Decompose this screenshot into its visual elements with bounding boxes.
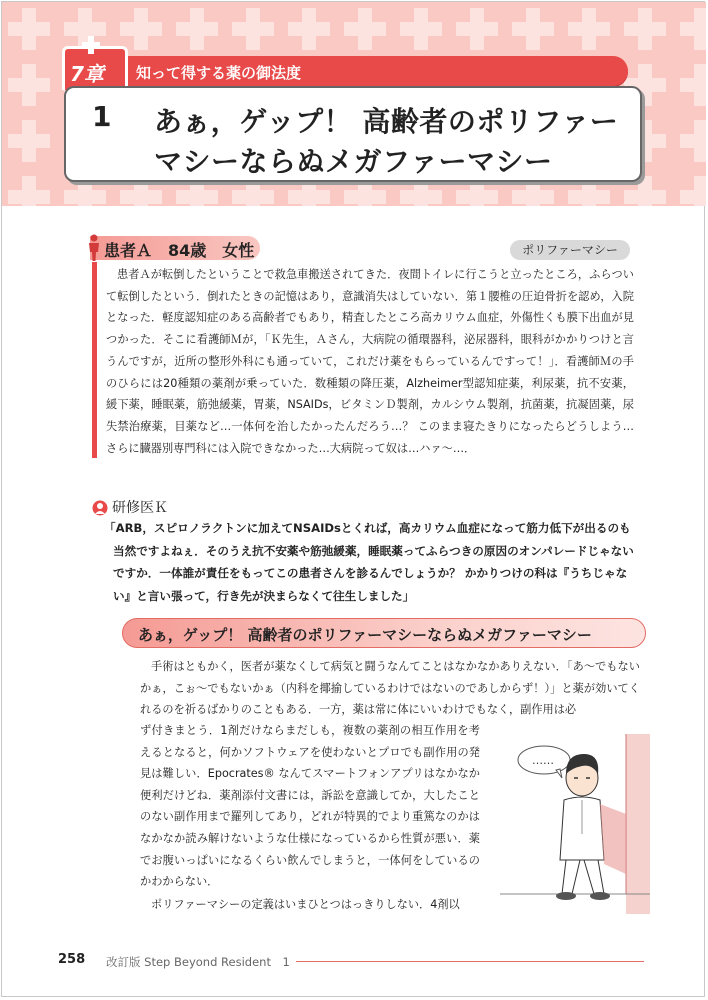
case-description: 患者Ａが転倒したということで救急車搬送されてきた．夜間トイレに行こうと立ったところ，ふらついて転倒したという．倒れたときの記憶はあり，意識消失はしていない．第１腰椎の圧迫骨折を認め，入院となった．軽度認知症のある高齢者でもあり，精査したところ高カリウム血症，外傷性くも膜下出血が見つかった．そこに看護師Ｍが，「Ｋ先生，Ａさん，大病院の循環器科，泌尿器科，眼科がかかりつけと言うんですが，近所の整形外科にも通っていて，これだけ薬をもらっているんですって！」．看護師Ｍの手のひらには20種類の薬剤が乗っていた．数種類の降圧薬，Alzheimer型認知症薬，利尿薬，抗不安薬，緩下薬，睡眠薬，筋弛緩薬，胃薬，NSAIDs，ビタミンＤ製剤，カルシウム製剤，抗菌薬，抗凝固薬，尿失禁治療薬，目薬など…一体何を治したかったんだろう…？ このまま寝たきりになったらどうしよう…さらに臓器別専門科には入院できなかった…大病院って奴は…ハァ〜…． bbox=[106, 268, 634, 455]
footer-rule bbox=[296, 961, 644, 962]
resident-icon bbox=[92, 500, 108, 516]
page-title-line2: マシーならぬメガファーマシー bbox=[154, 145, 553, 178]
section-title: あぁ，ゲップ！ 高齢者のポリファーマシーならぬメガファーマシー bbox=[138, 626, 592, 644]
chapter-number: 7章 bbox=[70, 62, 104, 86]
person-icon bbox=[86, 234, 102, 262]
case-side-bar bbox=[92, 262, 97, 458]
patient-title: 患者Ａ 84歳 女性 bbox=[104, 241, 255, 260]
item-number: 1 bbox=[92, 100, 112, 133]
doctor-illustration bbox=[500, 734, 650, 914]
body-paragraph-3: ポリファーマシーの定義はいまひとつはっきりしない．4剤以 bbox=[151, 898, 460, 911]
resident-name: 研修医Ｋ bbox=[112, 500, 168, 516]
book-title: 改訂版 Step Beyond Resident 1 bbox=[106, 955, 290, 969]
chapter-title: 知って得する薬の御法度 bbox=[136, 64, 302, 82]
page-title-line1: あぁ，ゲップ！ 高齢者のポリファー bbox=[154, 105, 619, 138]
body-paragraph-1: 手術はともかく，医者が薬なくして病気と闘うなんてことはなかなかありえない．「あ〜でもないかぁ，こぉ〜でもないかぁ（内科を揶揄しているわけではないのであしからず！）」と薬が効いてくれるのを祈るばかりのこともある．一方，薬は常に体にいいわけでもなく，副作用は必 bbox=[140, 660, 640, 717]
resident-quote: 「ARB，スピロノラクトンに加えてNSAIDsとくれば，高カリウム血症になって筋力低下が出るのも当然ですよねぇ．そのうえ抗不安薬や筋弛緩薬，睡眠薬ってふらつきの原因のオンパレードじゃないですか．一体誰が責任をもってこの患者さんを診るんでしょうか？ かかりつけの科は『うちじゃない』と言い張って，行き先が決まらなくて往生しました」 bbox=[104, 521, 634, 604]
topic-tag: ポリファーマシー bbox=[510, 240, 630, 260]
page-number: 258 bbox=[58, 952, 86, 967]
speech-bubble-text: …… bbox=[532, 754, 554, 767]
body-paragraph-2: ず付きまとう．1剤だけならまだしも，複数の薬剤の相互作用を考えるとなると，何かソフトウェアを使わないとプロでも副作用の発見は難しい．Epocrates® なんてスマートフォンアプリはなかなか便利だけどね．薬剤添付文書には，訴訟を意識してか，大したことのない副作用まで羅列してあり，どれが特異的でより重篤なのかはなかなか読み解けないような仕様になっているから性質が悪い．薬でお腹いっぱいになるくらい飲んでしまうと，一体何をしているのかわからない． bbox=[140, 724, 480, 889]
plus-icon bbox=[82, 36, 100, 54]
